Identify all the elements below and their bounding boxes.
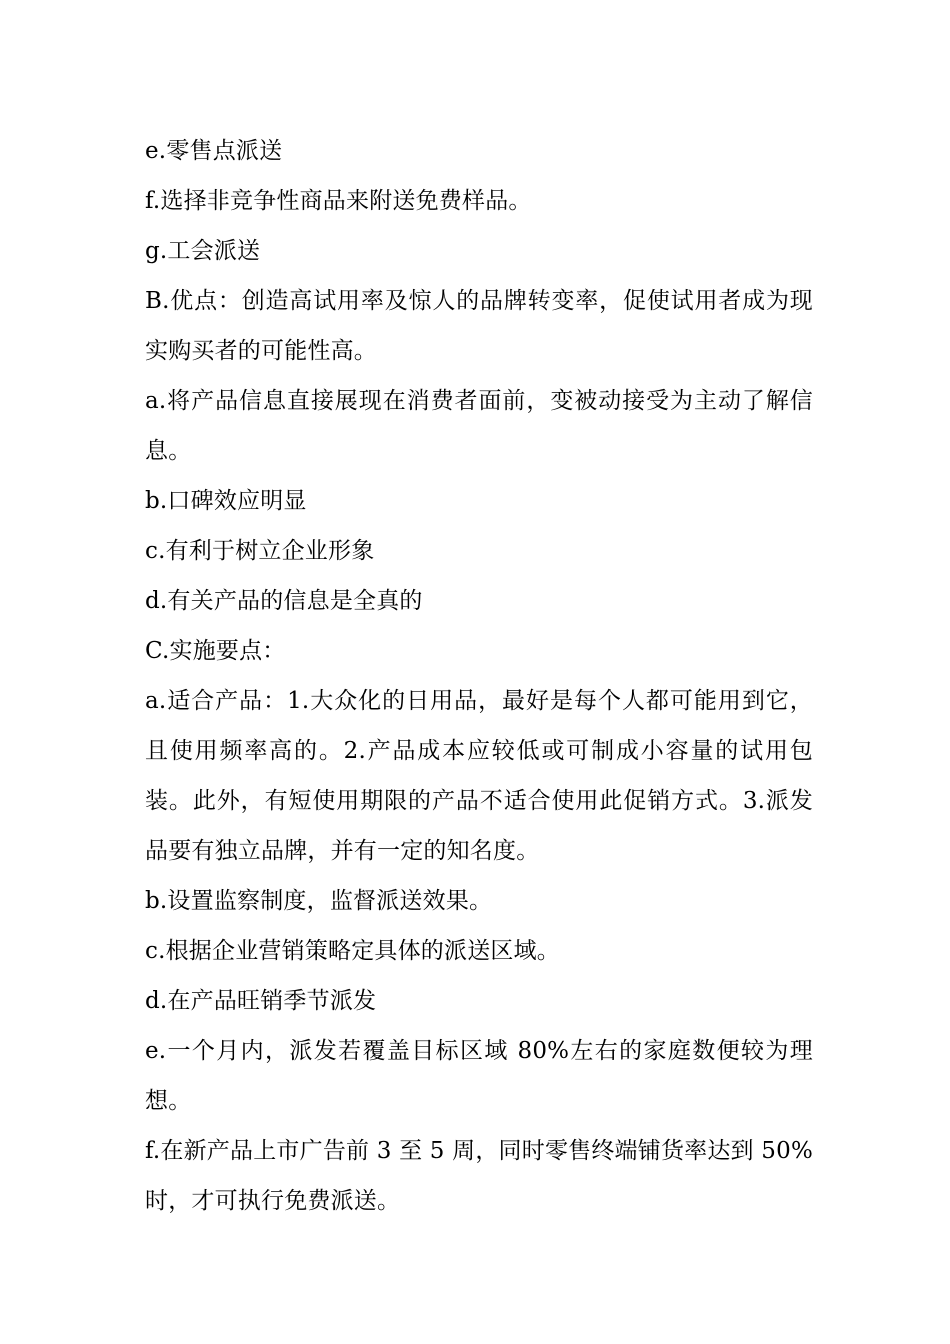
- paragraph-b-advantages: B.优点：创造高试用率及惊人的品牌转变率，促使试用者成为现实购买者的可能性高。: [145, 288, 813, 364]
- paragraph-f-non-competing-goods: f.选择非竞争性商品来附送免费样品。: [145, 188, 532, 214]
- paragraph-a-suitable-products: a.适合产品：1.大众化的日用品，最好是每个人都可能用到它，且使用频率高的。2.产品成本应较低或可制成小容量的试用包装。此外，有短使用期限的产品不适合使用此促销方式。3.派发品要有独立品牌，并有一定的知名度。: [145, 688, 813, 864]
- paragraph-d-peak-season: d.在产品旺销季节派发: [145, 988, 377, 1014]
- paragraph-c-implementation-points: C.实施要点：: [145, 638, 286, 664]
- paragraph-b-word-of-mouth: b.口碑效应明显: [145, 488, 307, 514]
- document-page: [145, 126, 813, 1226]
- paragraph-e-coverage: e.一个月内，派发若覆盖目标区域 80%左右的家庭数便较为理想。: [145, 1038, 813, 1114]
- paragraph-c-corporate-image: c.有利于树立企业形象: [145, 538, 375, 564]
- paragraph-a-product-info: a.将产品信息直接展现在消费者面前，变被动接受为主动了解信息。: [145, 388, 813, 464]
- paragraph-e-retail-distribution: e.零售点派送: [145, 138, 283, 164]
- paragraph-g-union-distribution: g.工会派送: [145, 238, 261, 264]
- paragraph-c-distribution-area: c.根据企业营销策略定具体的派送区域。: [145, 938, 560, 964]
- paragraph-d-true-info: d.有关产品的信息是全真的: [145, 588, 423, 614]
- paragraph-f-timing: f.在新产品上市广告前 3 至 5 周，同时零售终端铺货率达到 50%时，才可执行免费派送。: [145, 1138, 813, 1214]
- paragraph-b-supervision: b.设置监察制度，监督派送效果。: [145, 888, 493, 914]
